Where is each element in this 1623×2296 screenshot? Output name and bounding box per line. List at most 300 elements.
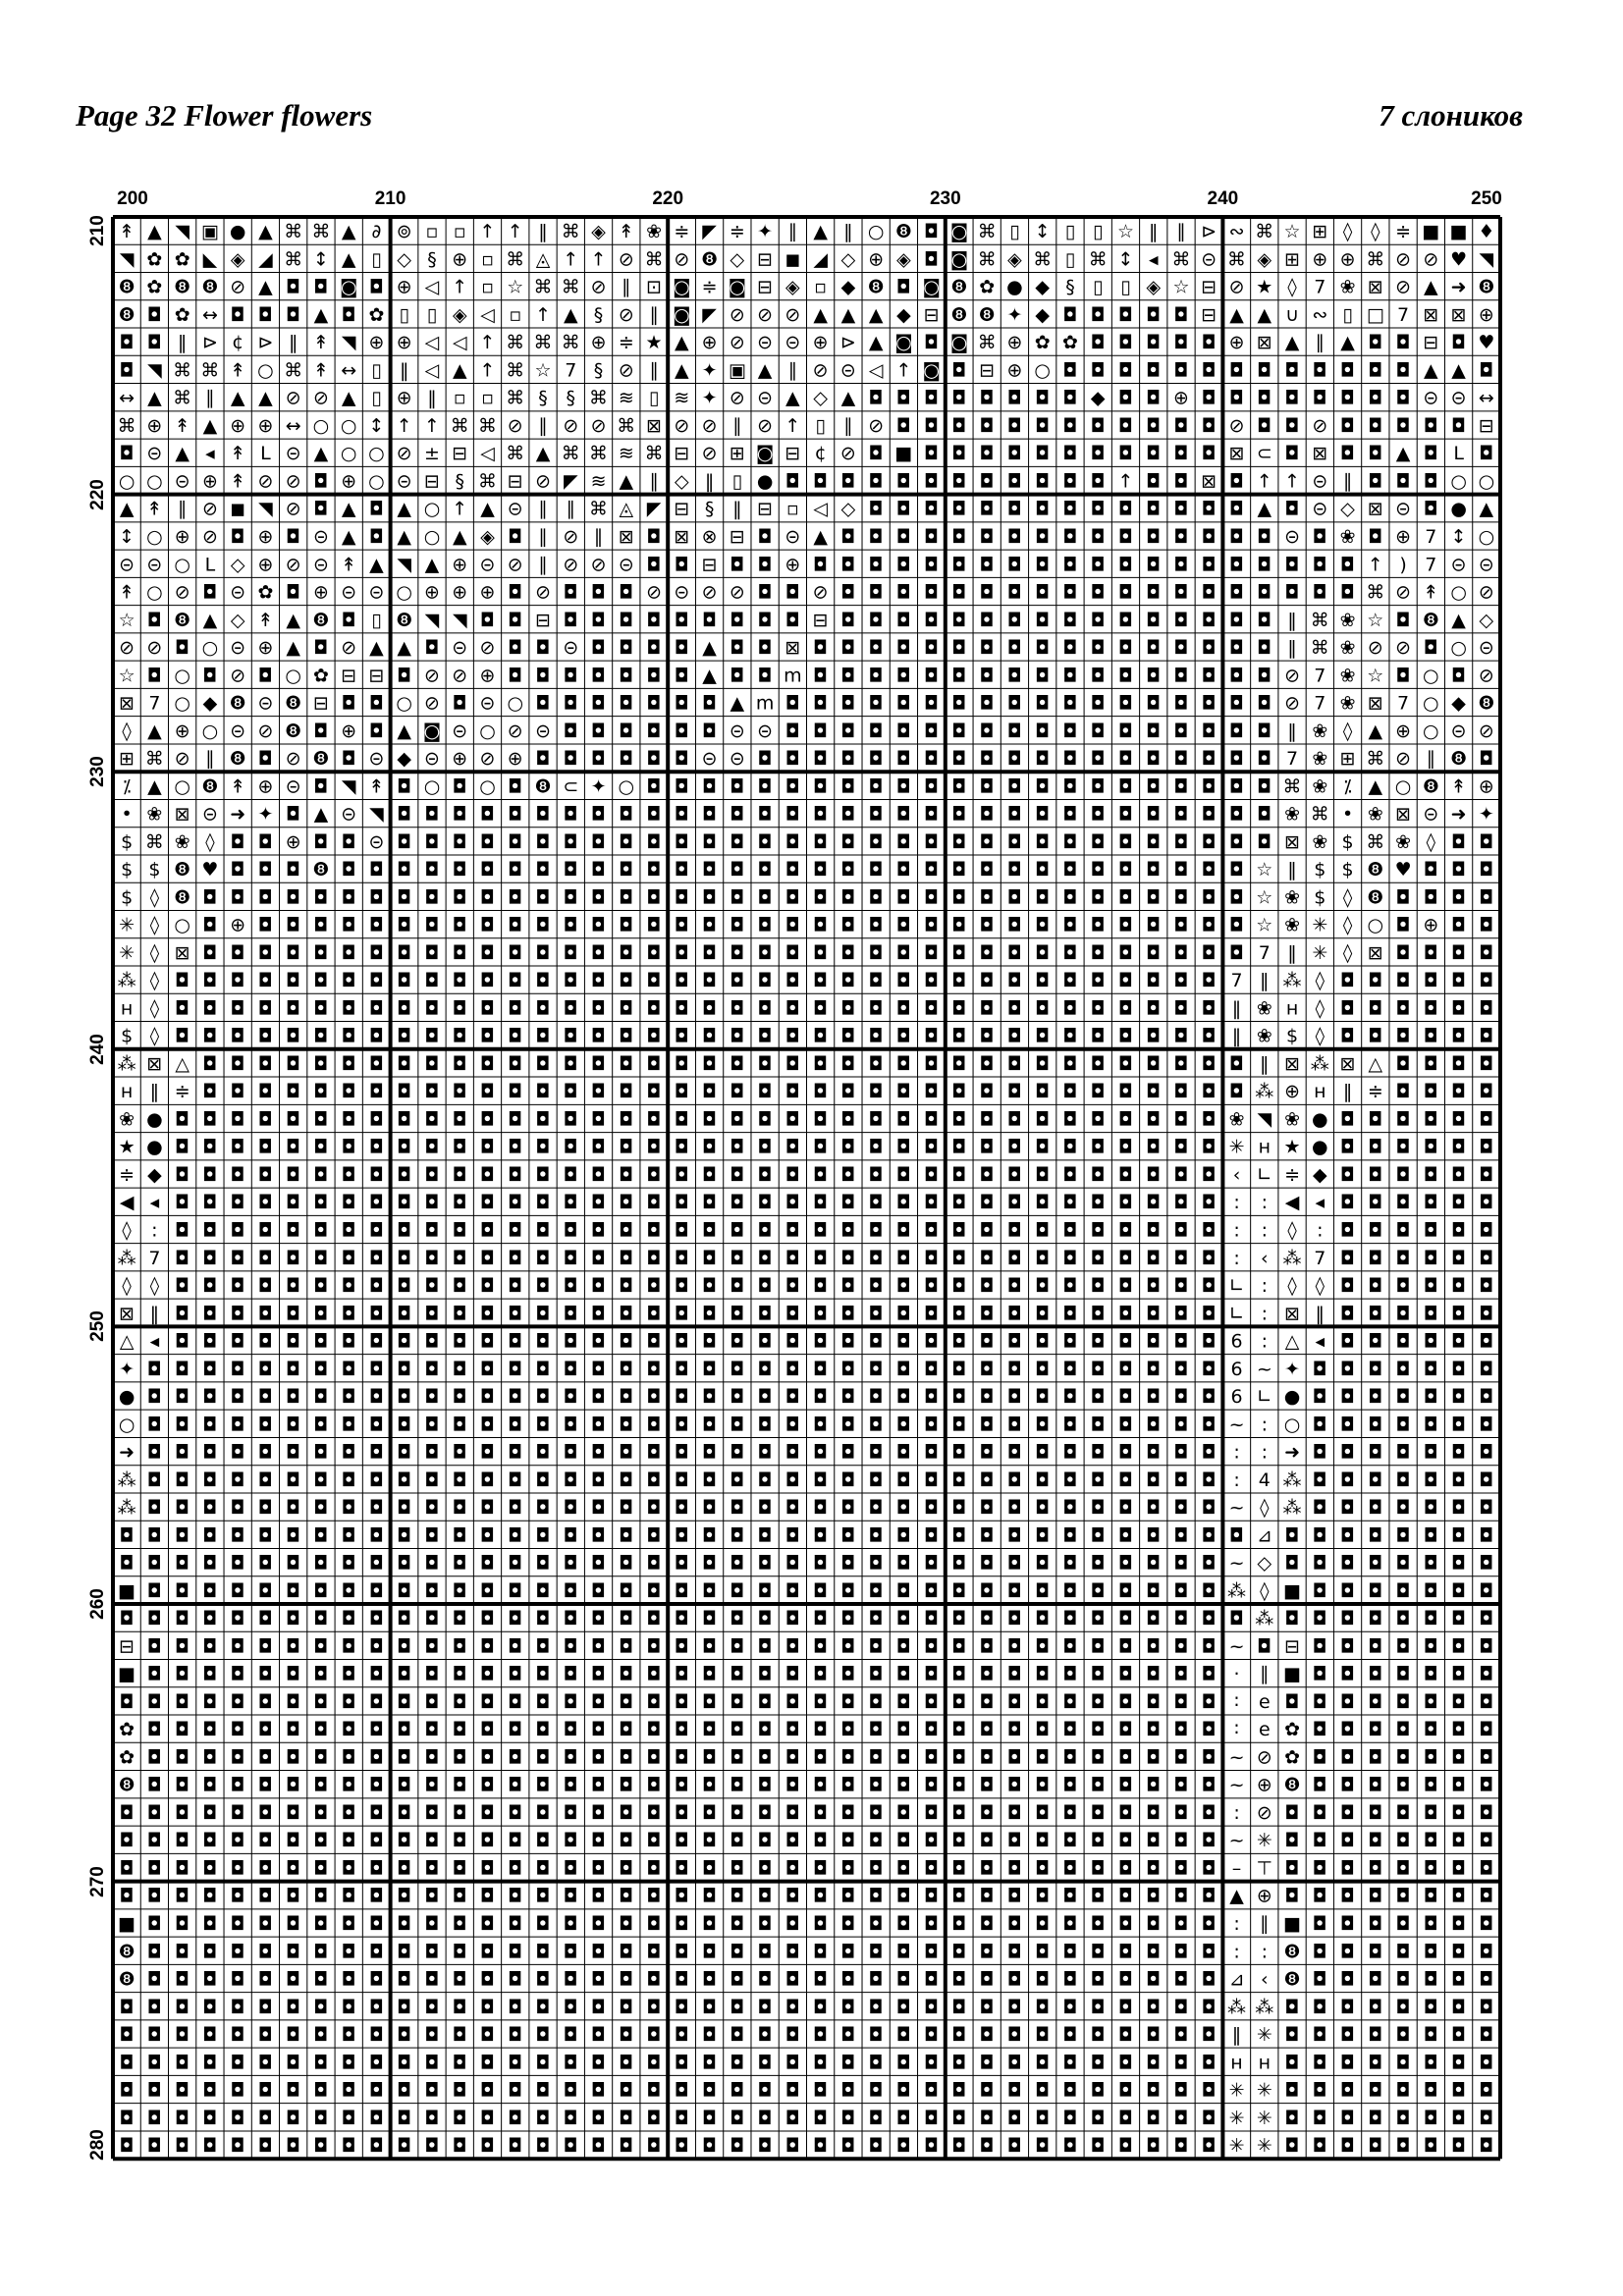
- chart-symbol: ◘: [784, 748, 800, 771]
- chart-symbol: ○: [423, 525, 441, 548]
- chart-symbol: ↑: [507, 221, 523, 243]
- chart-symbol: ◘: [757, 970, 773, 992]
- chart-symbol: ◘: [646, 1996, 662, 2018]
- chart-symbol: ◘: [951, 970, 967, 992]
- chart-symbol: ◘: [1006, 941, 1022, 964]
- chart-symbol: ▯: [1064, 248, 1076, 271]
- chart-symbol: ◘: [119, 2052, 135, 2074]
- chart-symbol: ◘: [1257, 581, 1272, 604]
- chart-symbol: ◘: [813, 1774, 829, 1796]
- chart-symbol: ▲: [313, 303, 329, 326]
- chart-symbol: ◘: [951, 1690, 967, 1713]
- chart-symbol: ◘: [563, 1746, 578, 1769]
- chart-symbol: ◘: [313, 276, 329, 298]
- chart-symbol: ◘: [1451, 1192, 1467, 1214]
- chart-symbol: ◘: [1035, 2135, 1051, 2158]
- chart-symbol: ◘: [674, 1025, 689, 1047]
- chart-symbol: ○: [507, 692, 524, 715]
- chart-symbol: ❽: [867, 276, 885, 298]
- chart-symbol: ❽: [174, 609, 191, 631]
- chart-symbol: ◘: [1117, 1608, 1134, 1630]
- chart-symbol: ◘: [840, 637, 856, 660]
- chart-symbol: ◘: [951, 1358, 967, 1380]
- chart-symbol: ◘: [868, 1552, 884, 1575]
- chart-symbol: ◘: [257, 1081, 273, 1103]
- chart-symbol: ◘: [757, 554, 773, 576]
- chart-symbol: ◘: [508, 886, 523, 909]
- chart-symbol: ◘: [1229, 803, 1245, 826]
- chart-symbol: ⊝: [757, 720, 774, 742]
- chart-symbol: ◘: [1479, 997, 1494, 1020]
- chart-symbol: ◘: [674, 720, 689, 742]
- chart-symbol: ◘: [424, 1219, 440, 1242]
- chart-symbol: ◘: [313, 1552, 329, 1575]
- chart-symbol: ◘: [1062, 2052, 1078, 2074]
- chart-symbol: ◘: [257, 1552, 273, 1575]
- chart-symbol: ↑: [396, 414, 412, 437]
- chart-symbol: ▲: [369, 554, 384, 576]
- chart-symbol: ◘: [563, 2079, 578, 2102]
- chart-symbol: ◘: [757, 609, 773, 631]
- chart-symbol: ◘: [1035, 775, 1051, 798]
- chart-symbol: ◘: [1479, 1303, 1494, 1325]
- chart-symbol: ◘: [535, 1608, 551, 1630]
- chart-symbol: ◘: [1146, 1885, 1162, 1907]
- chart-symbol: ◘: [591, 1052, 607, 1075]
- chart-symbol: ◘: [1340, 1163, 1356, 1186]
- chart-symbol: ◘: [924, 1830, 940, 1852]
- chart-symbol: ◘: [868, 2107, 884, 2129]
- chart-symbol: ◘: [508, 1468, 523, 1491]
- chart-symbol: ◘: [479, 914, 496, 936]
- chart-symbol: ∥: [649, 303, 659, 326]
- row-label: 210: [87, 215, 108, 246]
- chart-symbol: ↑: [479, 221, 496, 243]
- chart-symbol: ◘: [424, 1579, 440, 1602]
- chart-symbol: ◘: [730, 1468, 745, 1491]
- chart-symbol: ◘: [924, 1885, 940, 1907]
- chart-symbol: ◘: [230, 1163, 245, 1186]
- chart-symbol: ⌘: [200, 359, 220, 382]
- chart-symbol: ◘: [230, 1025, 245, 1047]
- chart-symbol: ⌘: [173, 387, 192, 409]
- chart-symbol: ◘: [730, 1192, 745, 1214]
- chart-symbol: ⊠: [1450, 303, 1467, 326]
- chart-symbol: ◘: [508, 1303, 523, 1325]
- chart-symbol: ◘: [1090, 1358, 1106, 1380]
- chart-symbol: ▯: [399, 303, 409, 326]
- chart-symbol: ◘: [230, 1330, 245, 1353]
- chart-symbol: ◘: [1201, 1996, 1217, 2018]
- chart-symbol: ◘: [175, 1996, 190, 2018]
- chart-symbol: ○: [1394, 775, 1412, 798]
- chart-symbol: ◘: [784, 1912, 800, 1935]
- chart-symbol: ❽: [1283, 1941, 1301, 1963]
- chart-symbol: ✳: [1256, 2079, 1272, 2102]
- chart-symbol: ⊕: [784, 554, 801, 576]
- chart-symbol: ◘: [119, 1830, 135, 1852]
- chart-symbol: ◘: [1423, 886, 1438, 909]
- chart-symbol: ◘: [397, 1830, 412, 1852]
- chart-symbol: ◆: [1035, 276, 1051, 298]
- chart-symbol: ◘: [175, 1163, 190, 1186]
- chart-symbol: ◙: [894, 332, 913, 354]
- chart-symbol: ⊘: [424, 665, 440, 687]
- chart-symbol: ‖: [1149, 221, 1159, 243]
- chart-symbol: ◘: [702, 1774, 718, 1796]
- chart-symbol: ◘: [202, 1524, 218, 1547]
- chart-symbol: ◘: [1368, 1719, 1383, 1741]
- chart-symbol: ⊟: [979, 359, 996, 382]
- chart-symbol: ◘: [591, 2079, 607, 2102]
- chart-symbol: ◘: [646, 748, 662, 771]
- chart-symbol: ◘: [424, 1774, 440, 1796]
- chart-symbol: ◘: [313, 1163, 329, 1186]
- chart-symbol: ◘: [924, 1497, 940, 1520]
- chart-symbol: ◘: [1423, 1524, 1438, 1547]
- chart-symbol: ◘: [1090, 1163, 1106, 1186]
- chart-symbol: ◘: [286, 581, 301, 604]
- chart-symbol: ◘: [1117, 914, 1134, 936]
- chart-symbol: ◘: [397, 2135, 412, 2158]
- chart-symbol: ◘: [313, 1579, 329, 1602]
- chart-symbol: ◘: [1062, 1524, 1078, 1547]
- chart-symbol: ◘: [1201, 1635, 1217, 1658]
- chart-symbol: ◘: [1312, 359, 1327, 382]
- chart-symbol: ◘: [424, 1303, 440, 1325]
- chart-symbol: ◘: [535, 1719, 551, 1741]
- chart-symbol: ◘: [1035, 2052, 1051, 2074]
- chart-symbol: ⊘: [839, 443, 856, 465]
- chart-symbol: ◘: [1146, 1163, 1162, 1186]
- chart-symbol: ◘: [730, 1025, 745, 1047]
- chart-symbol: ◘: [1368, 970, 1383, 992]
- chart-symbol: ◘: [1340, 1801, 1356, 1824]
- chart-symbol: ⌘: [1033, 248, 1053, 271]
- chart-symbol: ⌘: [284, 359, 303, 382]
- chart-symbol: ◘: [1340, 1968, 1356, 1991]
- chart-symbol: ◘: [257, 1358, 273, 1380]
- chart-symbol: ◊: [1287, 1219, 1297, 1242]
- chart-symbol: ◘: [1451, 1414, 1467, 1436]
- chart-symbol: ◊: [149, 970, 160, 992]
- chart-symbol: ◘: [757, 859, 773, 881]
- chart-symbol: ◘: [1117, 1497, 1134, 1520]
- chart-symbol: ◘: [535, 665, 551, 687]
- chart-symbol: ◘: [840, 1801, 856, 1824]
- chart-symbol: ◘: [535, 803, 551, 826]
- chart-symbol: ◊: [149, 914, 160, 936]
- chart-symbol: ◘: [202, 1136, 218, 1158]
- chart-symbol: ◘: [591, 692, 607, 715]
- chart-symbol: ◘: [1173, 2107, 1189, 2129]
- chart-symbol: ◘: [313, 1524, 329, 1547]
- chart-symbol: ◘: [895, 1219, 911, 1242]
- chart-symbol: ◘: [674, 1857, 689, 1880]
- chart-symbol: ◘: [619, 1801, 634, 1824]
- chart-symbol: ◘: [1117, 997, 1134, 1020]
- chart-symbol: ‖: [399, 359, 409, 382]
- chart-symbol: ◘: [951, 775, 967, 798]
- chart-symbol: ◘: [230, 1552, 245, 1575]
- chart-symbol: ◘: [341, 1719, 356, 1741]
- chart-symbol: ◘: [784, 1968, 800, 1991]
- chart-symbol: ▲: [1424, 276, 1438, 298]
- chart-symbol: ◘: [424, 1552, 440, 1575]
- chart-symbol: ●: [146, 1136, 163, 1158]
- chart-symbol: ◘: [397, 1275, 412, 1298]
- chart-symbol: ⊘: [201, 498, 218, 520]
- chart-symbol: ◘: [784, 1330, 800, 1353]
- chart-symbol: ◘: [646, 1219, 662, 1242]
- chart-symbol: ◘: [840, 1358, 856, 1380]
- chart-symbol: ⊕: [452, 248, 468, 271]
- chart-symbol: ▲: [813, 221, 828, 243]
- chart-symbol: ◘: [535, 1081, 551, 1103]
- chart-symbol: ◘: [1479, 1025, 1494, 1047]
- chart-symbol: н: [1258, 1136, 1271, 1158]
- chart-symbol: ◘: [424, 1663, 440, 1685]
- chart-symbol: ◆: [1451, 692, 1466, 715]
- chart-symbol: ◘: [397, 1303, 412, 1325]
- chart-symbol: ◘: [924, 1052, 940, 1075]
- chart-symbol: ◘: [730, 914, 745, 936]
- chart-symbol: ◘: [286, 1025, 301, 1047]
- chart-symbol: ◘: [979, 1081, 995, 1103]
- chart-symbol: ◘: [1451, 1912, 1467, 1935]
- chart-symbol: ⊘: [257, 720, 274, 742]
- chart-symbol: ◘: [1368, 1774, 1383, 1796]
- chart-symbol: ◘: [563, 1719, 578, 1741]
- chart-symbol: ◘: [1006, 554, 1022, 576]
- chart-symbol: ◘: [1062, 609, 1078, 631]
- chart-symbol: ◘: [951, 1524, 967, 1547]
- chart-symbol: ◘: [1035, 1441, 1051, 1464]
- chart-symbol: ◘: [508, 1579, 523, 1602]
- chart-symbol: ○: [368, 443, 385, 465]
- chart-symbol: ◘: [535, 830, 551, 853]
- chart-symbol: ◘: [1035, 2107, 1051, 2129]
- chart-symbol: ◘: [563, 2107, 578, 2129]
- chart-symbol: ◘: [452, 1219, 467, 1242]
- chart-symbol: ◘: [257, 1524, 273, 1547]
- chart-symbol: ◘: [591, 1414, 607, 1436]
- chart-symbol: ◘: [1201, 775, 1217, 798]
- chart-symbol: ↑: [535, 303, 551, 326]
- chart-symbol: ◘: [1090, 359, 1106, 382]
- chart-symbol: ◘: [702, 941, 718, 964]
- chart-symbol: ◘: [979, 498, 995, 520]
- chart-symbol: ◘: [840, 720, 856, 742]
- chart-symbol: ◘: [1146, 1192, 1162, 1214]
- chart-symbol: ◬: [619, 498, 634, 520]
- chart-symbol: ◘: [702, 1441, 718, 1464]
- chart-symbol: ⊟: [757, 498, 774, 520]
- chart-symbol: ◘: [479, 1912, 496, 1935]
- chart-symbol: ◘: [619, 1608, 634, 1630]
- chart-symbol: ◘: [813, 1857, 829, 1880]
- chart-symbol: ◘: [535, 970, 551, 992]
- chart-symbol: ◘: [1090, 1524, 1106, 1547]
- chart-symbol: ◘: [397, 803, 412, 826]
- chart-symbol: ◘: [1340, 1690, 1356, 1713]
- chart-symbol: ♦: [1478, 221, 1495, 243]
- chart-symbol: ◘: [840, 1608, 856, 1630]
- chart-symbol: ◘: [175, 2107, 190, 2129]
- chart-symbol: ◘: [1312, 1358, 1327, 1380]
- chart-symbol: ◘: [1173, 1497, 1189, 1520]
- chart-symbol: ◘: [1146, 1941, 1162, 1963]
- chart-symbol: ✦: [1284, 1358, 1301, 1380]
- chart-symbol: ⌘: [450, 414, 469, 437]
- chart-symbol: ◘: [1035, 1192, 1051, 1214]
- chart-symbol: ◘: [1423, 1275, 1438, 1298]
- chart-symbol: ◘: [202, 941, 218, 964]
- chart-symbol: ▲: [1284, 332, 1300, 354]
- chart-symbol: ◘: [784, 1663, 800, 1685]
- chart-symbol: ⊕: [1339, 248, 1356, 271]
- chart-symbol: ⊝: [424, 748, 440, 771]
- chart-symbol: ◘: [479, 830, 496, 853]
- chart-symbol: ◘: [479, 1081, 496, 1103]
- chart-symbol: ◘: [1395, 1303, 1411, 1325]
- chart-symbol: ▲: [868, 303, 884, 326]
- chart-symbol: ❽: [118, 303, 135, 326]
- chart-symbol: ◘: [397, 970, 412, 992]
- chart-symbol: ◘: [757, 1524, 773, 1547]
- chart-symbol: ✿: [1284, 1719, 1301, 1741]
- chart-symbol: ◘: [674, 859, 689, 881]
- chart-symbol: ◘: [730, 1801, 745, 1824]
- chart-symbol: ◘: [591, 1635, 607, 1658]
- chart-symbol: ◘: [202, 1746, 218, 1769]
- chart-symbol: ◘: [452, 1608, 467, 1630]
- chart-symbol: ◘: [1035, 748, 1051, 771]
- chart-symbol: ▲: [258, 221, 273, 243]
- chart-symbol: ◘: [1062, 554, 1078, 576]
- chart-symbol: ◘: [1006, 1912, 1022, 1935]
- chart-symbol: ◘: [452, 941, 467, 964]
- chart-symbol: ◘: [1062, 859, 1078, 881]
- chart-symbol: ◘: [1395, 1081, 1411, 1103]
- chart-symbol: ◘: [1035, 830, 1051, 853]
- chart-symbol: ↑: [479, 359, 496, 382]
- chart-symbol: ◘: [1423, 941, 1438, 964]
- chart-symbol: ◘: [895, 2107, 911, 2129]
- chart-symbol: ◘: [619, 1719, 634, 1741]
- chart-symbol: ↕: [368, 414, 385, 437]
- chart-symbol: ◘: [313, 1441, 329, 1464]
- chart-symbol: ◘: [230, 1081, 245, 1103]
- chart-symbol: ◘: [784, 2024, 800, 2047]
- chart-symbol: ◘: [1312, 1552, 1327, 1575]
- chart-symbol: ◘: [257, 941, 273, 964]
- chart-symbol: ◘: [1340, 1414, 1356, 1436]
- chart-symbol: △: [119, 1330, 135, 1353]
- chart-symbol: ◘: [813, 1386, 829, 1409]
- chart-symbol: ◘: [813, 1912, 829, 1935]
- chart-symbol: ◘: [1395, 470, 1411, 493]
- chart-symbol: ◘: [619, 581, 634, 604]
- chart-symbol: ◘: [1062, 1690, 1078, 1713]
- chart-symbol: ✿: [119, 1719, 135, 1741]
- chart-symbol: ◘: [591, 1830, 607, 1852]
- chart-symbol: ▲: [397, 637, 412, 660]
- chart-symbol: ◘: [619, 1830, 634, 1852]
- chart-symbol: ◘: [146, 1608, 162, 1630]
- chart-symbol: ◘: [1035, 1941, 1051, 1963]
- chart-symbol: ◘: [1423, 1052, 1438, 1075]
- chart-symbol: ◘: [1173, 359, 1189, 382]
- chart-symbol: ◘: [979, 1579, 995, 1602]
- chart-symbol: ◘: [119, 2107, 135, 2129]
- chart-symbol: ◘: [563, 1912, 578, 1935]
- chart-symbol: ◘: [1368, 470, 1383, 493]
- chart-symbol: ◘: [674, 775, 689, 798]
- chart-symbol: ◘: [1340, 1774, 1356, 1796]
- chart-symbol: ◘: [563, 1801, 578, 1824]
- chart-symbol: ◘: [813, 554, 829, 576]
- chart-symbol: ◘: [257, 665, 273, 687]
- chart-symbol: ◘: [979, 2079, 995, 2102]
- chart-symbol: ◘: [1479, 1414, 1494, 1436]
- chart-symbol: ◘: [341, 1608, 356, 1630]
- chart-symbol: ◘: [119, 1690, 135, 1713]
- chart-symbol: ◘: [202, 1968, 218, 1991]
- chart-symbol: ▫: [481, 387, 494, 409]
- chart-symbol: ◘: [1035, 525, 1051, 548]
- chart-symbol: ◘: [202, 1247, 218, 1269]
- chart-symbol: ◘: [1451, 1025, 1467, 1047]
- chart-symbol: ◘: [1479, 1635, 1494, 1658]
- chart-symbol: §: [455, 470, 464, 493]
- chart-symbol: ○: [1450, 470, 1467, 493]
- chart-symbol: ❽: [201, 775, 219, 798]
- chart-symbol: ⌘: [644, 443, 664, 465]
- chart-symbol: ◘: [591, 637, 607, 660]
- chart-symbol: ❽: [312, 748, 330, 771]
- chart-symbol: ◼: [784, 248, 801, 271]
- chart-symbol: ◘: [730, 803, 745, 826]
- chart-symbol: ◘: [924, 443, 940, 465]
- chart-symbol: ∥: [1342, 470, 1353, 493]
- chart-symbol: ◘: [341, 2024, 356, 2047]
- chart-symbol: ◘: [674, 1247, 689, 1269]
- chart-symbol: ◘: [730, 1690, 745, 1713]
- chart-symbol: ◘: [1117, 2135, 1134, 2158]
- chart-symbol: ◘: [619, 859, 634, 881]
- chart-symbol: ▲: [813, 303, 828, 326]
- chart-symbol: ⊝: [230, 720, 246, 742]
- chart-symbol: ◘: [1395, 1163, 1411, 1186]
- chart-symbol: ◘: [1479, 2079, 1494, 2102]
- chart-symbol: ↟: [257, 609, 274, 631]
- chart-symbol: ◘: [951, 1663, 967, 1685]
- chart-symbol: ◘: [1006, 1968, 1022, 1991]
- chart-symbol: ◘: [257, 970, 273, 992]
- chart-symbol: ◘: [1423, 1330, 1438, 1353]
- chart-symbol: ▫: [481, 248, 494, 271]
- chart-symbol: ◘: [397, 1635, 412, 1658]
- chart-symbol: ◘: [230, 1441, 245, 1464]
- chart-symbol: ⊟: [424, 470, 440, 493]
- chart-symbol: ⊟: [1423, 332, 1439, 354]
- chart-symbol: ◘: [1117, 720, 1134, 742]
- chart-symbol: ▯: [1092, 221, 1104, 243]
- chart-symbol: ◘: [1479, 830, 1494, 853]
- chart-symbol: ◘: [702, 970, 718, 992]
- chart-symbol: ◘: [1035, 1885, 1051, 1907]
